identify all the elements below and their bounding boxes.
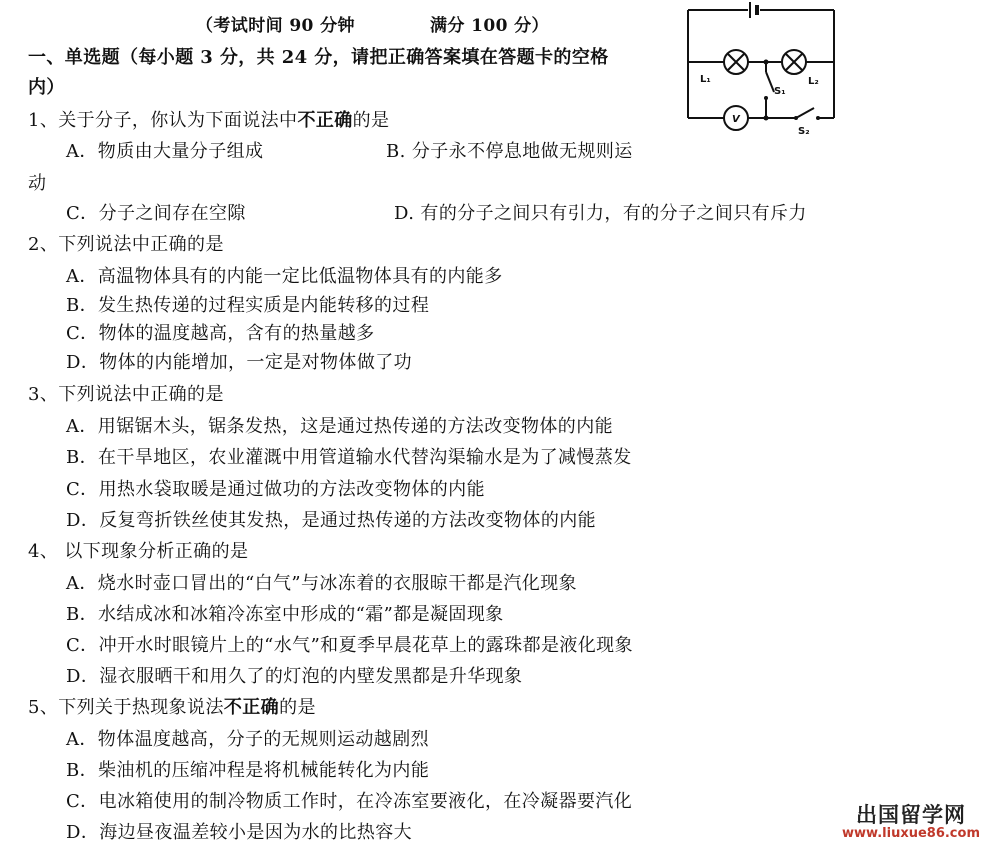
question-3-option-a: A．用锯锯木头，锯条发热，这是通过热传递的方法改变物体的内能	[66, 416, 613, 437]
question-1-option-a: A．物质由大量分子组成	[66, 141, 264, 162]
question-1-option-c: C．分子之间存在空隙	[66, 203, 246, 224]
question-4-option-d: D．湿衣服晒干和用久了的灯泡的内壁发黑都是升华现象	[66, 666, 523, 687]
watermark-url: www.liuxue86.com	[842, 826, 980, 841]
question-5-option-b: B．柴油机的压缩冲程是将机械能转化为内能	[66, 760, 430, 781]
question-5-option-c: C．电冰箱使用的制冷物质工作时，在冷冻室要液化，在冷凝器要汽化	[66, 791, 633, 812]
label-s2: S₂	[798, 126, 810, 137]
question-2-stem: 2、下列说法中正确的是	[28, 234, 224, 255]
circuit-junctions	[764, 60, 821, 121]
question-5-stem-emphasis: 不正确	[223, 697, 280, 718]
question-1-option-b-wrap: 动	[28, 173, 47, 194]
junction-s1-top	[764, 60, 769, 65]
section-title: 一、单选题（每小题 3 分，共 24 分，请把正确答案填在答题卡的空格	[28, 47, 609, 68]
question-4-option-b: B．水结成冰和冰箱冷冻室中形成的“霜”都是凝固现象	[66, 604, 504, 625]
question-1-stem-pre: 1、关于分子，你认为下面说法中	[28, 110, 298, 131]
question-5-stem-pre: 5、下列关于热现象说法	[28, 697, 224, 718]
switch-s2-contact	[816, 116, 820, 120]
question-4-option-a: A．烧水时壶口冒出的“白气”与冰冻着的衣服晾干都是汽化现象	[66, 573, 578, 594]
question-2-option-a: A．高温物体具有的内能一定比低温物体具有的内能多	[66, 266, 503, 287]
question-4-option-c: C．冲开水时眼镜片上的“水气”和夏季早晨花草上的露珠都是液化现象	[66, 635, 633, 656]
label-voltmeter: V	[732, 114, 740, 125]
question-5-option-a: A．物体温度越高，分子的无规则运动越剧烈	[66, 729, 429, 750]
question-3-option-c: C．用热水袋取暖是通过做功的方法改变物体的内能	[66, 479, 485, 500]
junction-s1-bottom	[764, 116, 769, 121]
question-1-stem-post: 的是	[352, 110, 390, 131]
section-title-continued: 内）	[28, 77, 65, 98]
question-1-option-b: B. 分子永不停息地做无规则运	[386, 141, 633, 162]
question-1-stem-emphasis: 不正确	[297, 110, 353, 131]
question-3-option-b: B．在干旱地区，农业灌溉中用管道输水代替沟渠输水是为了减慢蒸发	[66, 447, 632, 468]
circuit-diagram	[678, 0, 844, 140]
question-4-stem: 4、 以下现象分析正确的是	[28, 541, 249, 562]
exam-time-info: （考试时间 90 分钟	[196, 16, 355, 36]
question-3-option-d: D．反复弯折铁丝使其发热，是通过热传递的方法改变物体的内能	[66, 510, 597, 531]
question-5-stem	[28, 697, 316, 719]
question-5-option-d: D．海边昼夜温差较小是因为水的比热容大	[66, 822, 413, 843]
exam-score-info: 满分 100 分）	[430, 16, 549, 36]
question-2-option-c: C．物体的温度越高，含有的热量越多	[66, 323, 375, 344]
label-l2: L₂	[808, 76, 819, 87]
question-2-option-d: D．物体的内能增加，一定是对物体做了功	[66, 352, 413, 373]
question-1-option-d: D. 有的分子之间只有引力，有的分子之间只有斥力	[394, 203, 807, 224]
watermark-title: 出国留学网	[856, 803, 966, 827]
question-5-stem-post: 的是	[279, 697, 316, 718]
question-2-option-b: B．发生热传递的过程实质是内能转移的过程	[66, 295, 430, 316]
question-3-stem: 3、下列说法中正确的是	[28, 384, 224, 405]
question-1-stem	[28, 110, 389, 132]
label-s1: S₁	[774, 86, 786, 97]
switch-s2-pivot	[794, 116, 798, 120]
switch-s1-contact	[764, 96, 768, 100]
label-l1: L₁	[700, 74, 711, 85]
site-watermark	[842, 803, 980, 841]
switch-s2-blade	[796, 108, 814, 118]
switch-s1-blade	[766, 72, 774, 92]
